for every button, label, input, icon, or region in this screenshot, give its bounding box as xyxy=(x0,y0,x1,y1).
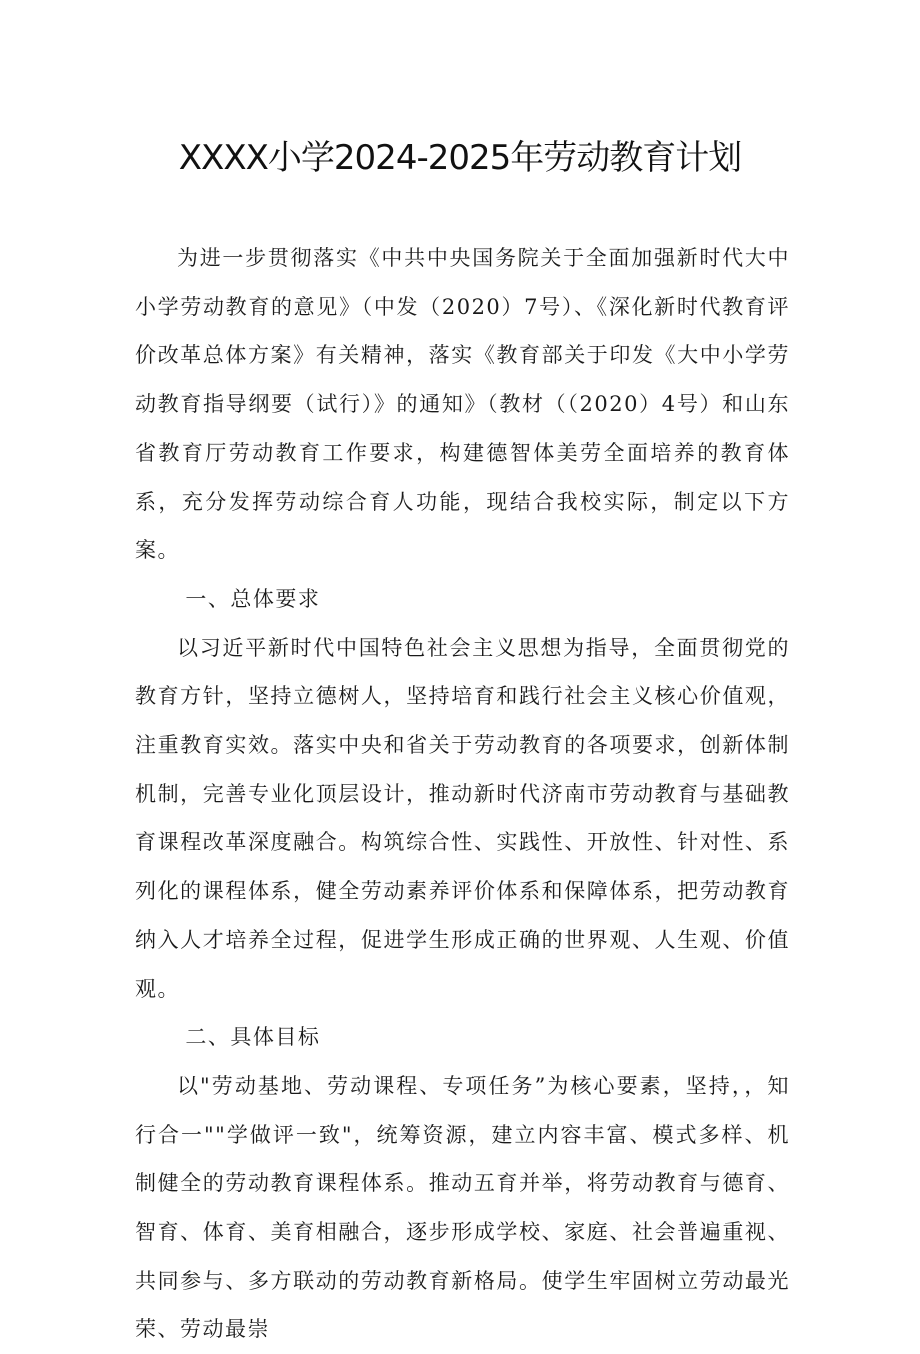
section-heading-general-requirements: 一、总体要求 xyxy=(185,586,321,611)
paragraph-intro: 为进一步贯彻落实《中共中央国务院关于全面加强新时代大中小学劳动教育的意见》（中发（2020）7号）、《深化新时代教育评价改革总体方案》有关精神，落实《教育部关于印发《大中小学劳动教育指导纲要（试行）》的通知》（教材（（2020）4号）和山东省教育厅劳动教育工作要求，构建德智体美劳全面培养的教育体系，充分发挥劳动综合育人功能，现结合我校实际，制定以下方案。 xyxy=(135,246,790,563)
document-title: XXXX小学2024-2025年劳动教育计划 xyxy=(178,138,742,178)
paragraph-specific-goals: 以"劳动基地、劳动课程、专项任务”为核心要素，坚持，，知行合一""学做评一致"，统筹资源，建立内容丰富、模式多样、机制健全的劳动教育课程体系。推动五育并举，将劳动教育与德育、智育、体育、美育相融合，逐步形成学校、家庭、社会普遍重视、共同参与、多方联动的劳动教育新格局。使学生牢固树立劳动最光荣、劳动最崇 xyxy=(135,1073,790,1342)
document-body xyxy=(135,234,790,1354)
paragraph-general-requirements: 以习近平新时代中国特色社会主义思想为指导，全面贯彻党的教育方针，坚持立德树人，坚持培育和践行社会主义核心价值观，注重教育实效。落实中央和省关于劳动教育的各项要求，创新体制机制，完善专业化顶层设计，推动新时代济南市劳动教育与基础教育课程改革深度融合。构筑综合性、实践性、开放性、针对性、系列化的课程体系，健全劳动素养评价体系和保障体系，把劳动教育纳入人才培养全过程，促进学生形成正确的世界观、人生观、价值观。 xyxy=(135,635,790,1001)
section-heading-specific-goals: 二、具体目标 xyxy=(185,1025,321,1050)
